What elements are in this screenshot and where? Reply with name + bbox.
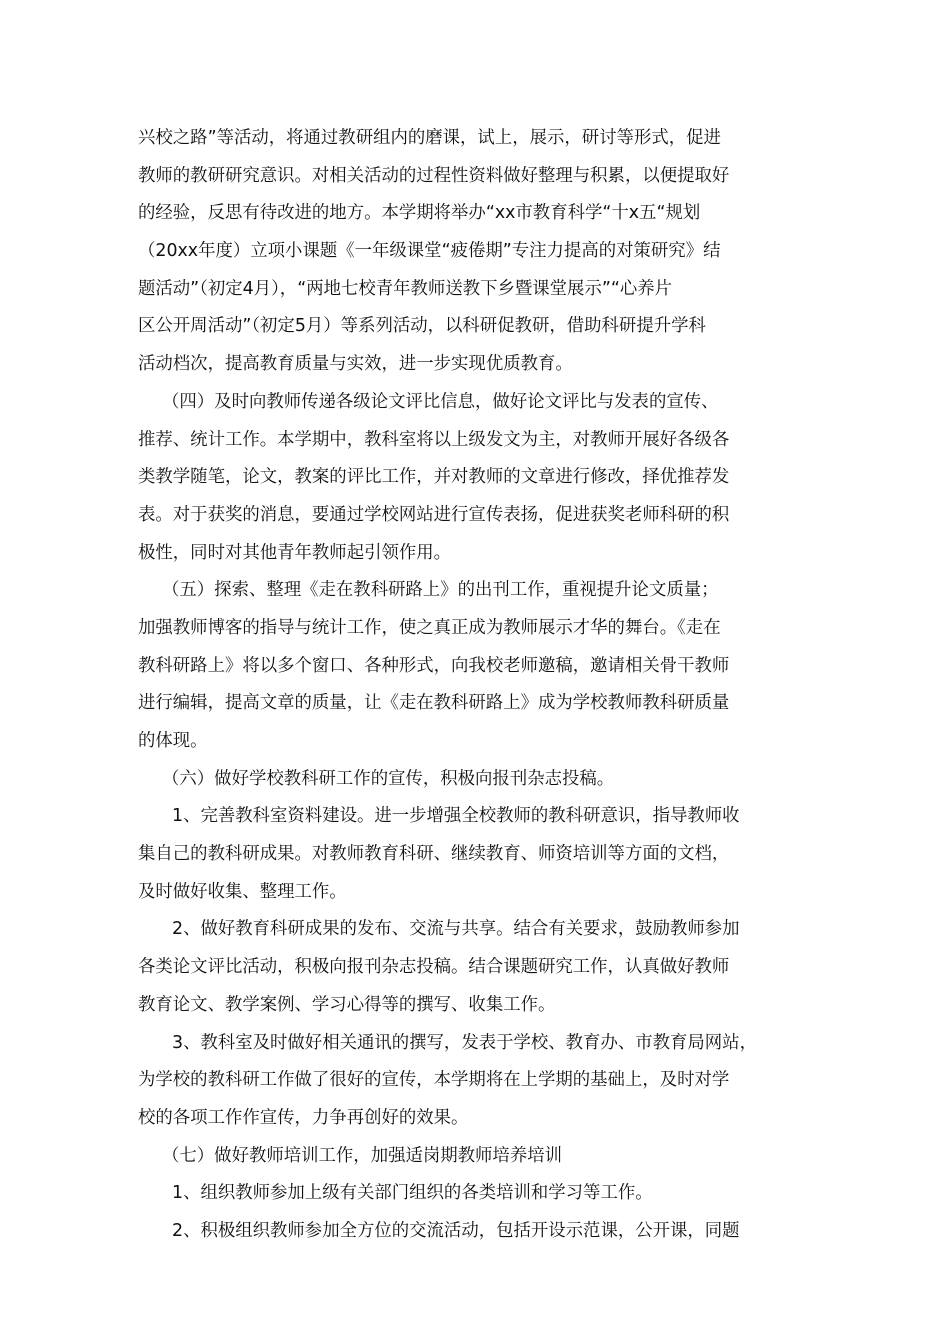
text-line: 校的各项工作作宣传，力争再创好的效果。 <box>138 1107 469 1128</box>
text-line: 极性，同时对其他青年教师起引领作用。 <box>138 542 452 563</box>
text-line: 推荐、统计工作。本学期中，教科室将以上级发文为主，对教师开展好各级各 <box>138 429 730 450</box>
text-line: 加强教师博客的指导与统计工作，使之真正成为教师展示才华的舞台。《走在 <box>138 617 721 638</box>
paragraph-start-line: （七）做好教师培训工作，加强适岗期教师培养培训 <box>162 1145 562 1166</box>
text-line: （20xx年度）立项小课题《一年级课堂“疲倦期”专注力提高的对策研究》结 <box>138 241 721 262</box>
text-line: 类教学随笔，论文，教案的评比工作，并对教师的文章进行修改，择优推荐发 <box>138 467 730 488</box>
text-line: 进行编辑，提高文章的质量，让《走在教科研路上》成为学校教师教科研质量 <box>138 693 730 714</box>
text-line: 各类论文评比活动，积极向报刊杂志投稿。结合课题研究工作，认真做好教师 <box>138 957 730 978</box>
paragraph-start-line: （六）做好学校教科研工作的宣传，积极向报刊杂志投稿。 <box>162 768 615 789</box>
paragraph-start-line: 3、教科室及时做好相关通讯的撰写，发表于学校、教育办、市教育局网站， <box>172 1032 757 1053</box>
paragraph-start-line: 1、完善教科室资料建设。进一步增强全校教师的教科研意识，指导教师收 <box>172 806 740 827</box>
text-line: 题活动”（初定4月），“两地七校青年教师送教下乡暨课堂展示”“心养片 <box>138 278 673 299</box>
text-line: 区公开周活动”（初定5月）等系列活动，以科研促教研，借助科研提升学科 <box>138 316 706 337</box>
text-line: 表。对于获奖的消息，要通过学校网站进行宣传表扬，促进获奖老师科研的积 <box>138 504 730 525</box>
text-line: 集自己的教科研成果。对教师教育科研、继续教育、师资培训等方面的文档， <box>138 844 730 865</box>
text-line: 为学校的教科研工作做了很好的宣传，本学期将在上学期的基础上，及时对学 <box>138 1070 730 1091</box>
paragraph-start-line: （五）探索、整理《走在教科研路上》的出刊工作，重视提升论文质量； <box>162 580 719 601</box>
paragraph-start-line: 1、组织教师参加上级有关部门组织的各类培训和学习等工作。 <box>172 1183 653 1204</box>
text-line: 教师的教研研究意识。对相关活动的过程性资料做好整理与积累，以便提取好 <box>138 165 730 186</box>
text-line: 活动档次，提高教育质量与实效，进一步实现优质教育。 <box>138 354 573 375</box>
text-line: 教科研路上》将以多个窗口、各种形式，向我校老师邀稿，邀请相关骨干教师 <box>138 655 730 676</box>
text-line: 的经验，反思有待改进的地方。本学期将举办“xx市教育科学“十x五“规划 <box>138 203 701 224</box>
document-body <box>138 120 810 1251</box>
paragraph-start-line: 2、积极组织教师参加全方位的交流活动，包括开设示范课，公开课，同题 <box>172 1220 740 1241</box>
text-line: 兴校之路”等活动，将通过教研组内的磨课，试上，展示，研讨等形式，促进 <box>138 128 721 148</box>
paragraph-start-line: （四）及时向教师传递各级论文评比信息，做好论文评比与发表的宣传、 <box>162 391 719 412</box>
text-line: 的体现。 <box>138 731 208 751</box>
paragraph-start-line: 2、做好教育科研成果的发布、交流与共享。结合有关要求，鼓励教师参加 <box>172 919 740 940</box>
text-line: 教育论文、教学案例、学习心得等的撰写、收集工作。 <box>138 994 556 1015</box>
text-line: 及时做好收集、整理工作。 <box>138 881 347 902</box>
